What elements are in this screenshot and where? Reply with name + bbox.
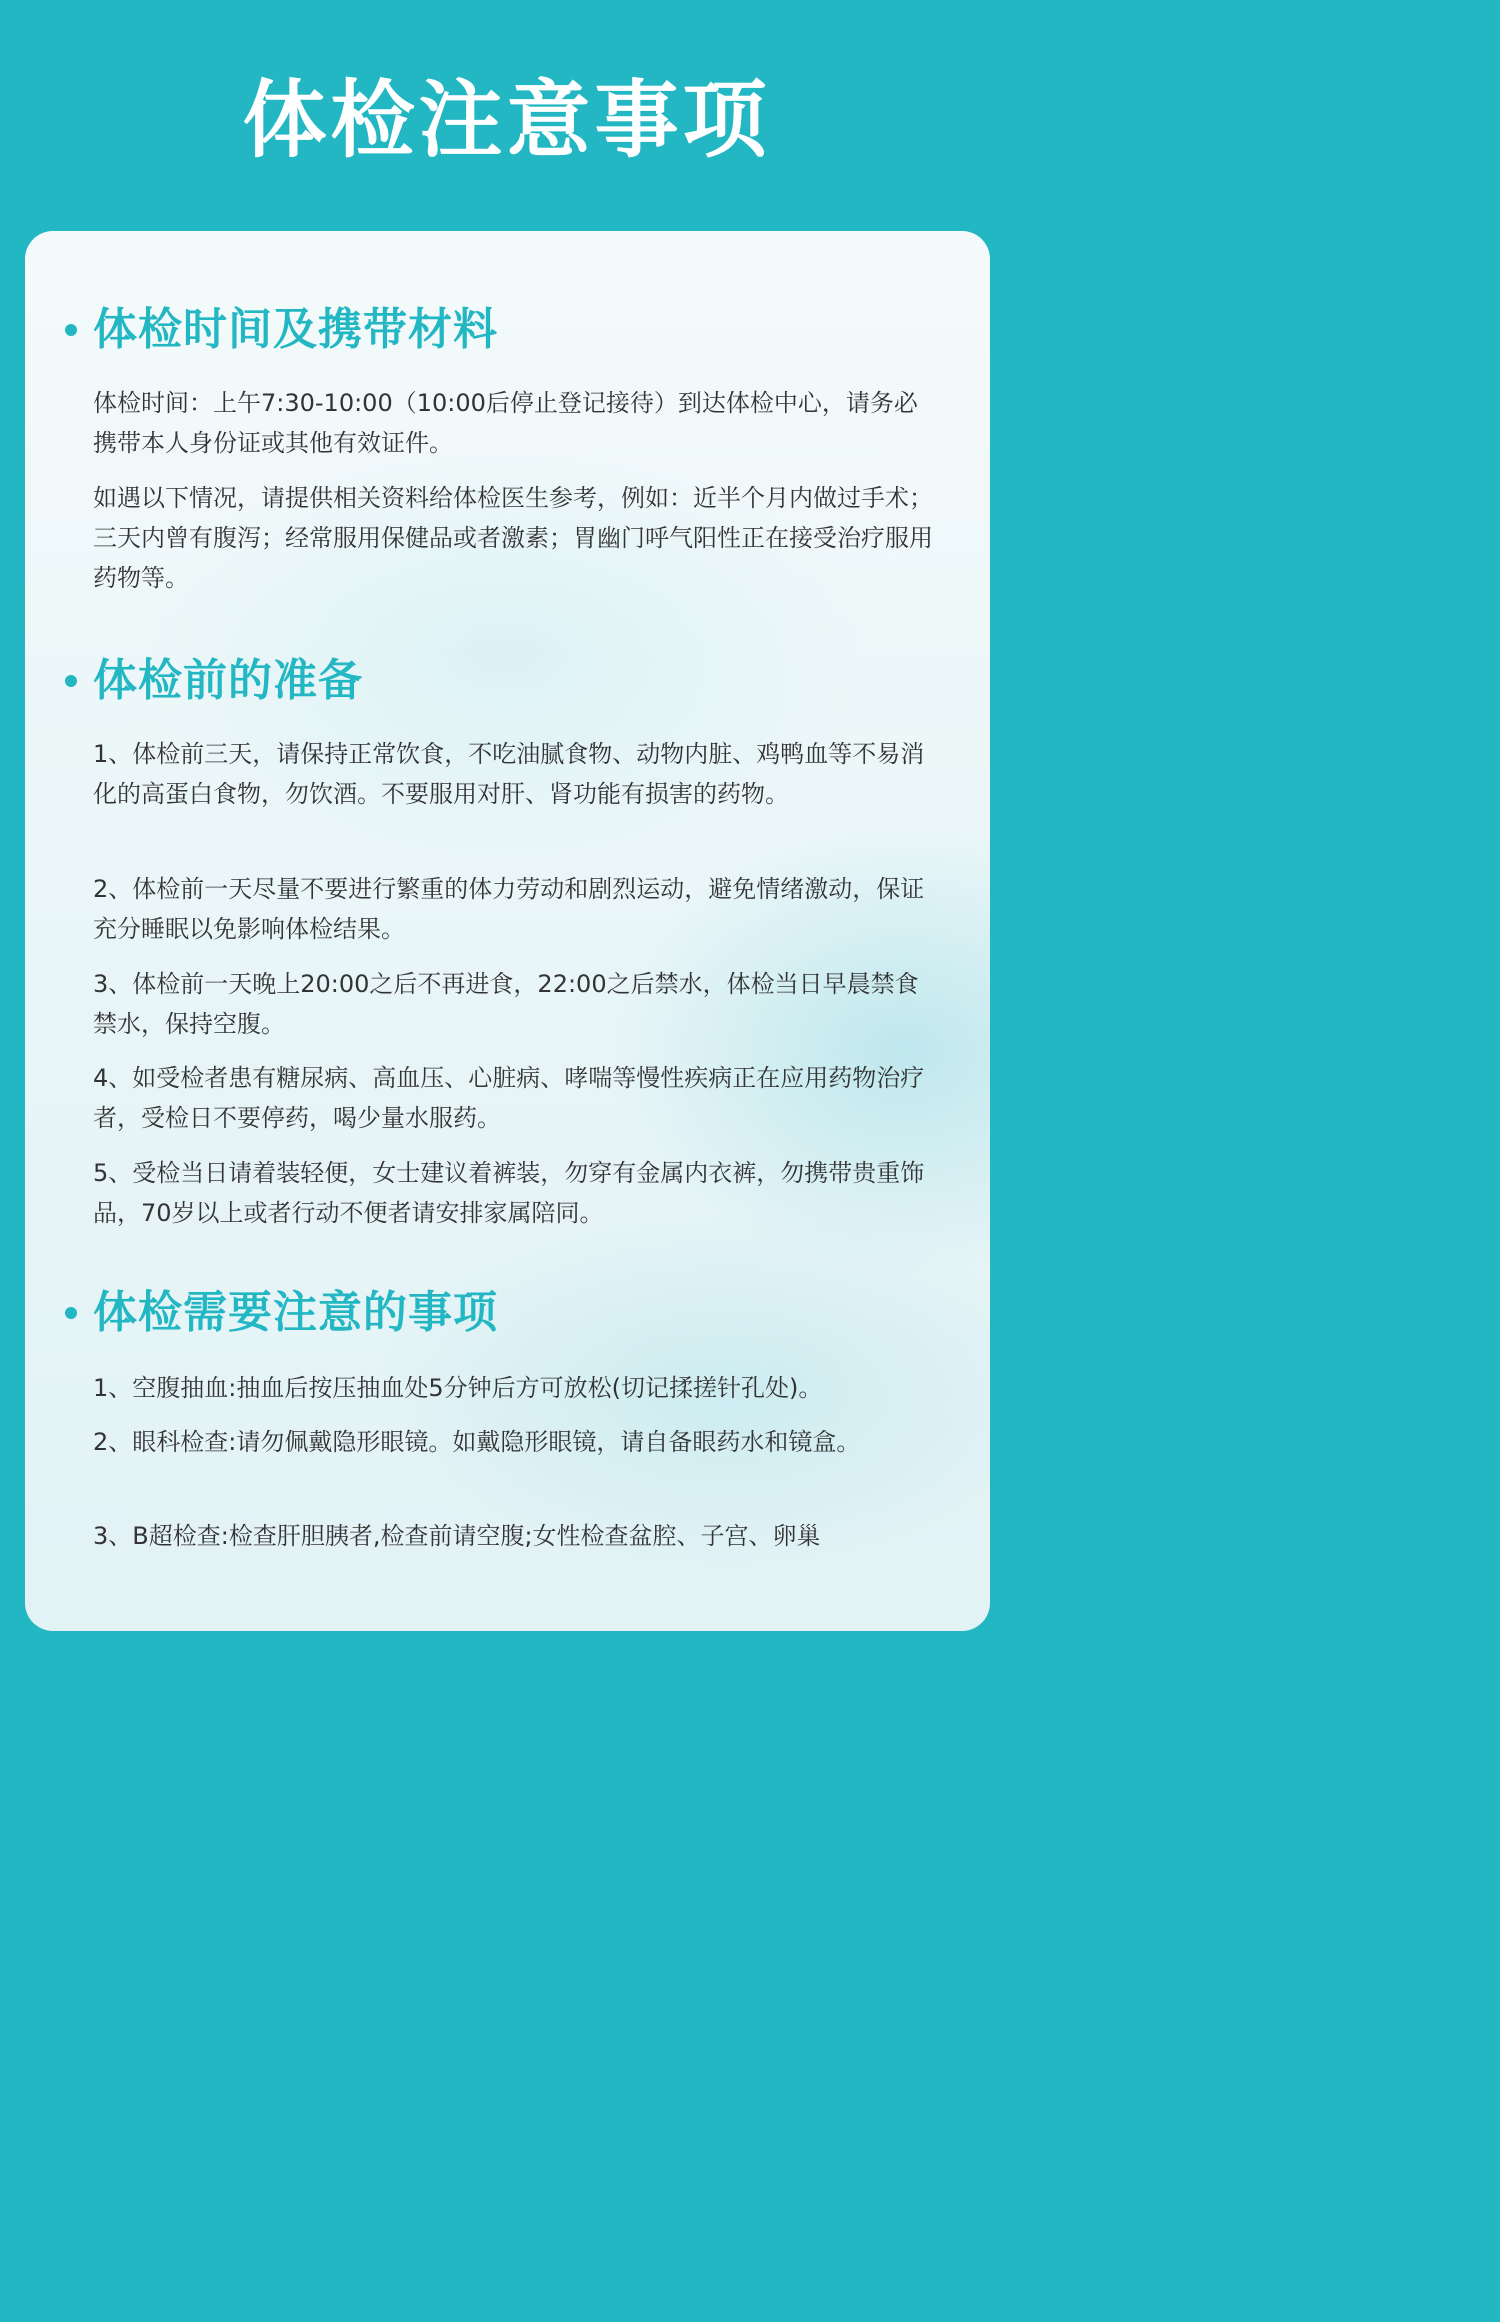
list-item: 2、体检前一天尽量不要进行繁重的体力劳动和剧烈运动，避免情绪激动，保证充分睡眠以免影响体检结果。	[93, 875, 925, 943]
bullet-dot-icon	[65, 1307, 77, 1319]
bullet-dot-icon	[65, 324, 77, 336]
section-heading-precautions	[65, 1285, 498, 1341]
content-card	[25, 231, 990, 1631]
list-item: 3、B超检查:检查肝胆胰者,检查前请空腹;女性检查盆腔、子宫、卵巢	[93, 1522, 821, 1550]
section-heading-time-materials	[65, 302, 498, 358]
list-item: 4、如受检者患有糖尿病、高血压、心脏病、哮喘等慢性疾病正在应用药物治疗者，受检日不要停药，喝少量水服药。	[93, 1064, 925, 1132]
list-item: 5、受检当日请着装轻便，女士建议着裤装，勿穿有金属内衣裤，勿携带贵重饰品，70岁以上或者行动不便者请安排家属陪同。	[93, 1159, 925, 1227]
bullet-dot-icon	[65, 675, 77, 687]
list-item: 1、体检前三天，请保持正常饮食，不吃油腻食物、动物内脏、鸡鸭血等不易消化的高蛋白食物，勿饮酒。不要服用对肝、肾功能有损害的药物。	[93, 740, 925, 808]
list-item: 2、眼科检查:请勿佩戴隐形眼镜。如戴隐形眼镜，请自备眼药水和镜盒。	[93, 1428, 861, 1456]
list-item: 3、体检前一天晚上20:00之后不再进食，22:00之后禁水，体检当日早晨禁食禁水，保持空腹。	[93, 970, 919, 1038]
section-heading-text: 体检需要注意的事项	[93, 1287, 498, 1338]
section-heading-text: 体检时间及携带材料	[93, 304, 498, 355]
paragraph: 体检时间：上午7:30-10:00（10:00后停止登记接待）到达体检中心，请务必携带本人身份证或其他有效证件。	[93, 389, 918, 457]
section-heading-preparation	[65, 653, 363, 709]
section-heading-text: 体检前的准备	[93, 655, 363, 706]
list-item: 1、空腹抽血:抽血后按压抽血处5分钟后方可放松(切记揉搓针孔处)。	[93, 1374, 823, 1402]
paragraph: 如遇以下情况，请提供相关资料给体检医生参考，例如：近半个月内做过手术；三天内曾有腹泻；经常服用保健品或者激素；胃幽门呼气阳性正在接受治疗服用药物等。	[93, 484, 933, 592]
page-title: 体检注意事项	[242, 71, 771, 169]
